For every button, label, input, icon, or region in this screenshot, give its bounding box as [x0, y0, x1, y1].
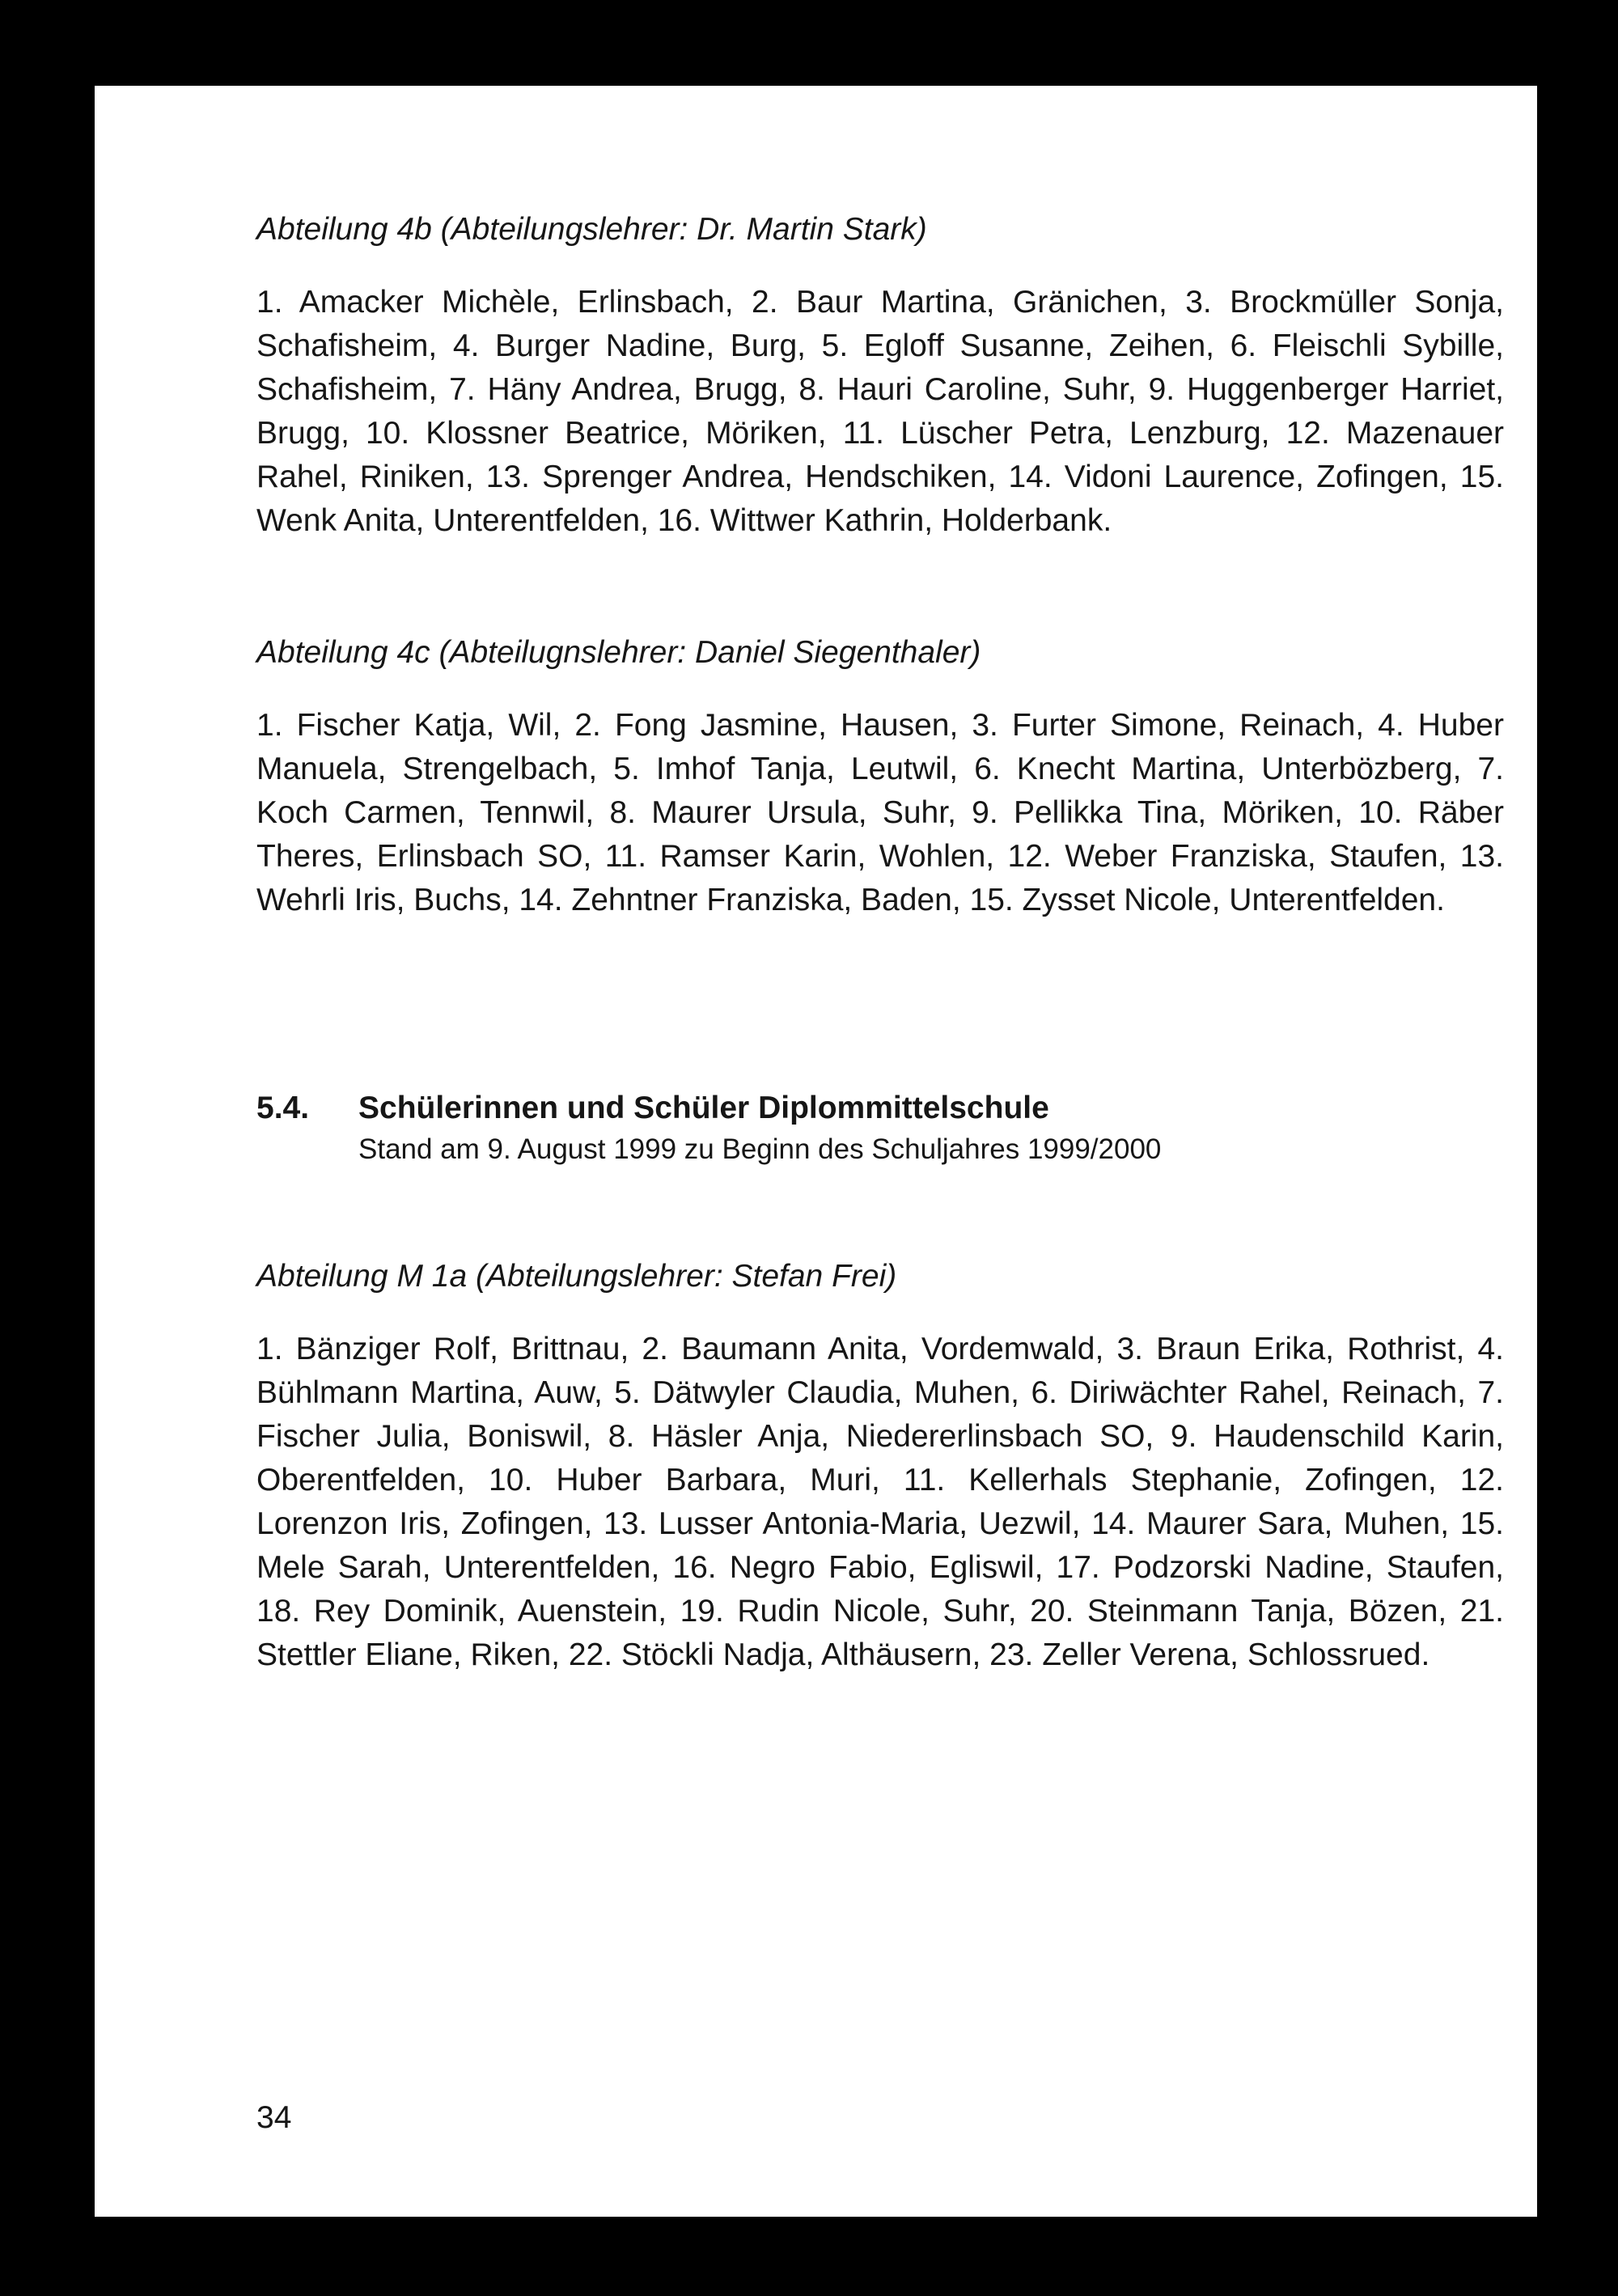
page-number: 34	[256, 2100, 292, 2135]
class-list-m1a: 1. Bänziger Rolf, Brittnau, 2. Baumann Anita, Vordemwald, 3. Braun Erika, Rothrist, 4. Bühlmann Martina, Auw, 5. Dätwyler Claudia, Muhen, 6. Diriwächter Rahel, Reinach, 7. Fischer Julia, Boniswil, 8. Häsler Anja, Niedererlinsbach SO, 9. Haudenschild Karin, Oberentfelden, 10. Huber Barbara, Muri, 11. Kellerhals Stephanie, Zofingen, 12. Lorenzon Iris, Zofingen, 13. Lusser Antonia-Maria, Uezwil, 14. Maurer Sara, Muhen, 15. Mele Sarah, Unterentfelden, 16. Negro Fabio, Egliswil, 17. Podzorski Nadine, Staufen, 18. Rey Dominik, Auenstein, 19. Rudin Nicole, Suhr, 20. Steinmann Tanja, Bözen, 21. Stettler Eliane, Riken, 22. Stöckli Nadja, Althäusern, 23. Zeller Verena, Schlossrued.	[256, 1332, 1504, 1672]
section-header	[256, 1087, 1504, 1170]
class-list-4c: 1. Fischer Katja, Wil, 2. Fong Jasmine, Hausen, 3. Furter Simone, Reinach, 4. Huber Manuela, Strengelbach, 5. Imhof Tanja, Leutwil, 6. Knecht Martina, Unterbözberg, 7. Koch Carmen, Tennwil, 8. Maurer Ursula, Suhr, 9. Pellikka Tina, Möriken, 10. Räber Theres, Erlinsbach SO, 11. Ramser Karin, Wohlen, 12. Weber Franziska, Staufen, 13. Wehrli Iris, Buchs, 14. Zehntner Franziska, Baden, 15. Zysset Nicole, Unterentfelden.	[256, 708, 1504, 917]
page-content	[256, 209, 1504, 1677]
section-number: 5.4.	[256, 1091, 310, 1125]
section-subtitle: Stand am 9. August 1999 zu Beginn des Schuljahres 1999/2000	[358, 1133, 1162, 1165]
section-title: Schülerinnen und Schüler Diplommittelschule	[358, 1091, 1049, 1125]
document-page	[95, 86, 1537, 2217]
class-list-4b: 1. Amacker Michèle, Erlinsbach, 2. Baur Martina, Gränichen, 3. Brockmüller Sonja, Schafisheim, 4. Burger Nadine, Burg, 5. Egloff Susanne, Zeihen, 6. Fleischli Sybille, Schafisheim, 7. Häny Andrea, Brugg, 8. Hauri Caroline, Suhr, 9. Huggenberger Harriet, Brugg, 10. Klossner Beatrice, Möriken, 11. Lüscher Petra, Lenzburg, 12. Mazenauer Rahel, Riniken, 13. Sprenger Andrea, Hendschiken, 14. Vidoni Laurence, Zofingen, 15. Wenk Anita, Unterentfelden, 16. Wittwer Kathrin, Holderbank.	[256, 285, 1504, 538]
class-heading-4c: Abteilung 4c (Abteilugnslehrer: Daniel Siegenthaler)	[256, 635, 981, 670]
class-heading-4b: Abteilung 4b (Abteilungslehrer: Dr. Martin Stark)	[256, 212, 927, 247]
class-heading-m1a: Abteilung M 1a (Abteilungslehrer: Stefan Frei)	[256, 1259, 897, 1294]
